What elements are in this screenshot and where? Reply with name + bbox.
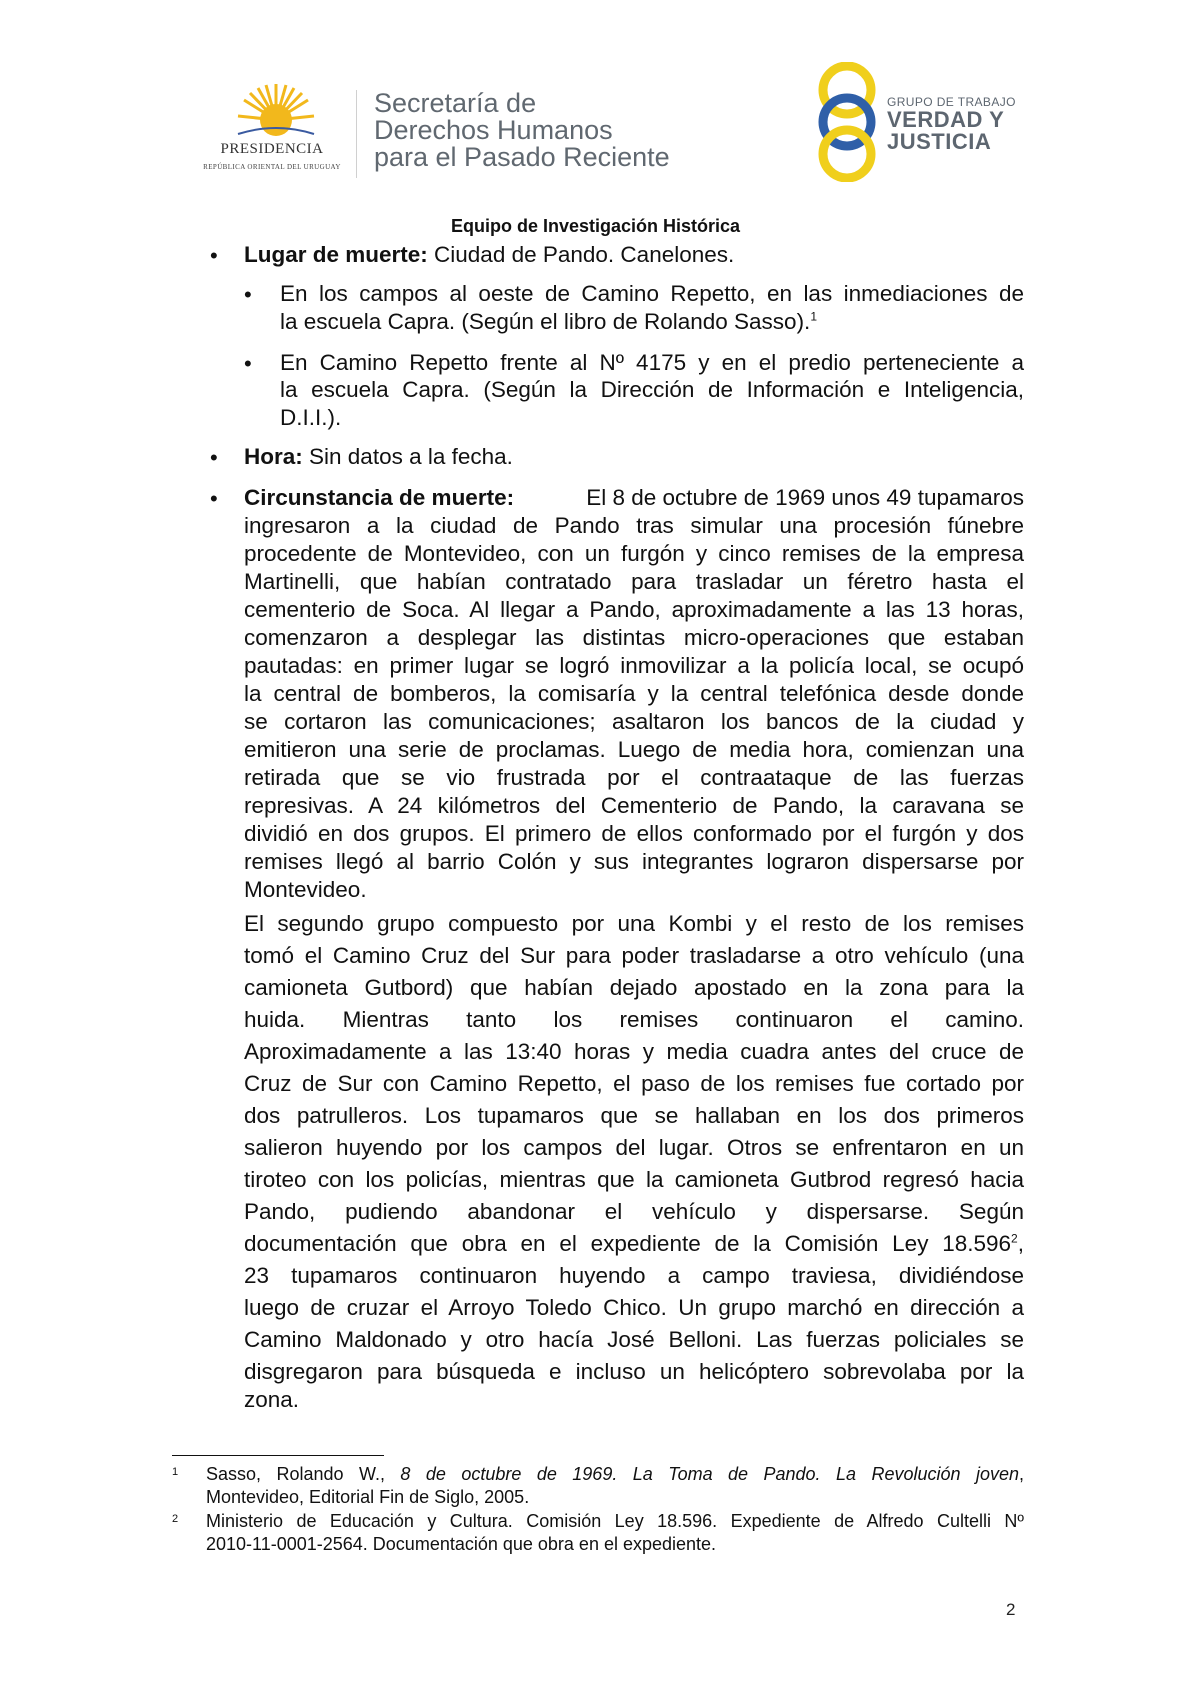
footnote-2-line-2: 2010-11-0001-2564. Documentación que obra en el expediente. [206, 1534, 717, 1554]
grupo-trabajo-label: GRUPO DE TRABAJO [887, 95, 1016, 109]
p2-line: Camino Maldonado y otro hacía José Belloni. Las fuerzas policiales se [244, 1327, 1024, 1352]
p2-line: El segundo grupo compuesto por una Kombi y el resto de los remises [244, 911, 1024, 936]
p2-line: camioneta Gutbord) que habían dejado apostado en la zona para la [244, 975, 1024, 1000]
justicia-label: JUSTICIA [887, 129, 992, 154]
secretaria-wordmark [374, 90, 670, 171]
lugar-sub2-line: En Camino Repetto frente al Nº 4175 y en el predio perteneciente a [280, 350, 1024, 375]
circunstancia-last-line: Montevideo. [244, 877, 367, 902]
sub-bullet-icon: • [244, 351, 252, 376]
footnote-1-line-1 [206, 1464, 1024, 1485]
verdad-justicia-rings-logo-icon [812, 62, 882, 182]
circunstancia-line: procedente de Montevideo, con un furgón y cinco remises de la empresa [244, 541, 1024, 566]
p2-line: salieron huyendo por los campos del lugar. Otros se enfrentaron en un [244, 1135, 1024, 1160]
hora-label: Hora: [244, 444, 303, 469]
lugar-line [244, 242, 734, 268]
p2-line: 23 tupamaros continuaron huyendo a campo traviesa, dividiéndose [244, 1263, 1024, 1288]
p2-line-comma: , [1017, 1231, 1024, 1256]
p2-line: tomó el Camino Cruz del Sur para poder trasladarse a otro vehículo (una [244, 943, 1024, 968]
p2-line: huida. Mientras tanto los remises continuaron el camino. [244, 1007, 1024, 1032]
lugar-sub1-text: la escuela Capra. (Según el libro de Rolando Sasso). [280, 309, 811, 334]
verdad-label: VERDAD Y [887, 107, 1005, 132]
p2-line: Cruz de Sur con Camino Repetto, el paso de los remises fue cortado por [244, 1071, 1024, 1096]
page-number: 2 [1006, 1600, 1016, 1619]
circunstancia-line: comenzaron a desplegar las distintas micro-operaciones que estaban [244, 625, 1024, 650]
p2-line-text: documentación que obra en el expediente de la Comisión Ley 18.596 [244, 1231, 1012, 1256]
p2-line: dos patrulleros. Los tupamaros que se hallaban en los dos primeros [244, 1103, 1024, 1128]
footnote-1-comma: , [1019, 1464, 1025, 1484]
p2-line [244, 1231, 1024, 1257]
p2-last-line: zona. [244, 1387, 300, 1412]
circunstancia-line: represivas. A 24 kilómetros del Cementerio de Pando, la caravana se [244, 793, 1024, 818]
footnote-number: 2 [172, 1513, 179, 1525]
footnote-ref: 2 [1011, 1231, 1018, 1246]
footnote-separator [172, 1455, 384, 1456]
bullet-icon: • [210, 486, 218, 511]
presidencia-wordmark: PRESIDENCIA [220, 141, 324, 157]
footnote-number: 1 [172, 1466, 179, 1478]
p2-line: luego de cruzar el Arroyo Toledo Chico. Un grupo marchó en dirección a [244, 1295, 1024, 1320]
circunstancia-label: Circunstancia de muerte: [244, 485, 515, 510]
p2-line: disgregaron para búsqueda e incluso un helicóptero sobrevolaba por la [244, 1359, 1024, 1384]
p2-line: tiroteo con los policías, mientras que la camioneta Gutbrod regresó hacia [244, 1167, 1024, 1192]
lugar-sub2-line: D.I.I.). [280, 405, 342, 430]
sub-bullet-icon: • [244, 282, 252, 307]
republica-subtitle: REPÚBLICA ORIENTAL DEL URUGUAY [203, 163, 341, 171]
bullet-icon: • [210, 445, 218, 470]
lugar-text: Ciudad de Pando. Canelones. [427, 242, 735, 267]
header-divider [356, 90, 357, 178]
circunstancia-line: ingresaron a la ciudad de Pando tras simular una procesión fúnebre [244, 513, 1024, 538]
lugar-sub1-line [280, 309, 817, 335]
secretaria-line-2: Derechos Humanos [374, 115, 613, 145]
footnote-1-line-2: Montevideo, Editorial Fin de Siglo, 2005. [206, 1487, 530, 1507]
footnote-1-title: 8 de octubre de 1969. La Toma de Pando. La Revolución joven [400, 1464, 1019, 1484]
p2-line: Pando, pudiendo abandonar el vehículo y dispersarse. Según [244, 1199, 1024, 1224]
page-header [0, 0, 1191, 210]
circunstancia-line: se cortaron las comunicaciones; asaltaron los bancos de la ciudad y [244, 709, 1024, 734]
team-title: Equipo de Investigación Histórica [450, 216, 741, 236]
circunstancia-line: pautadas: en primer lugar se logró inmovilizar a la policía local, se ocupó [244, 653, 1024, 678]
hora-text: Sin datos a la fecha. [302, 444, 513, 469]
circunstancia-line: retirada que se vio frustrada por el contraataque de las fuerzas [244, 765, 1024, 790]
circunstancia-first-text: El 8 de octubre de 1969 unos 49 tupamaros [586, 485, 1024, 510]
verdad-justicia-wordmark [887, 96, 1016, 153]
circunstancia-line: remises llegó al barrio Colón y sus integrantes lograron dispersarse por [244, 849, 1024, 874]
circunstancia-line: la central de bomberos, la comisaría y la central telefónica desde donde [244, 681, 1024, 706]
secretaria-line-1: Secretaría de [374, 88, 537, 118]
circunstancia-first-line [244, 485, 1024, 511]
footnote-1-author: Sasso, Rolando W., [206, 1464, 401, 1484]
footnote-ref: 1 [810, 309, 817, 324]
circunstancia-line: dividió en dos grupos. El primero de ellos conformado por el furgón y dos [244, 821, 1024, 846]
lugar-sub1-line: En los campos al oeste de Camino Repetto, en las inmediaciones de [280, 281, 1024, 306]
footnote-2-line-1: Ministerio de Educación y Cultura. Comisión Ley 18.596. Expediente de Alfredo Cultelli Nº [206, 1511, 1024, 1531]
bullet-icon: • [210, 243, 218, 268]
secretaria-line-3: para el Pasado Reciente [374, 142, 670, 172]
hora-line [244, 444, 513, 470]
lugar-sub2-line: la escuela Capra. (Según la Dirección de Información e Inteligencia, [280, 377, 1024, 402]
presidencia-sun-logo-icon [236, 82, 316, 140]
p2-line: Aproximadamente a las 13:40 horas y media cuadra antes del cruce de [244, 1039, 1024, 1064]
circunstancia-line: emitieron una serie de proclamas. Luego de media hora, comienzan una [244, 737, 1024, 762]
circunstancia-line: cementerio de Soca. Al llegar a Pando, aproximadamente a las 13 horas, [244, 597, 1024, 622]
lugar-label: Lugar de muerte: [244, 242, 428, 267]
circunstancia-line: Martinelli, que habían contratado para trasladar un féretro hasta el [244, 569, 1024, 594]
